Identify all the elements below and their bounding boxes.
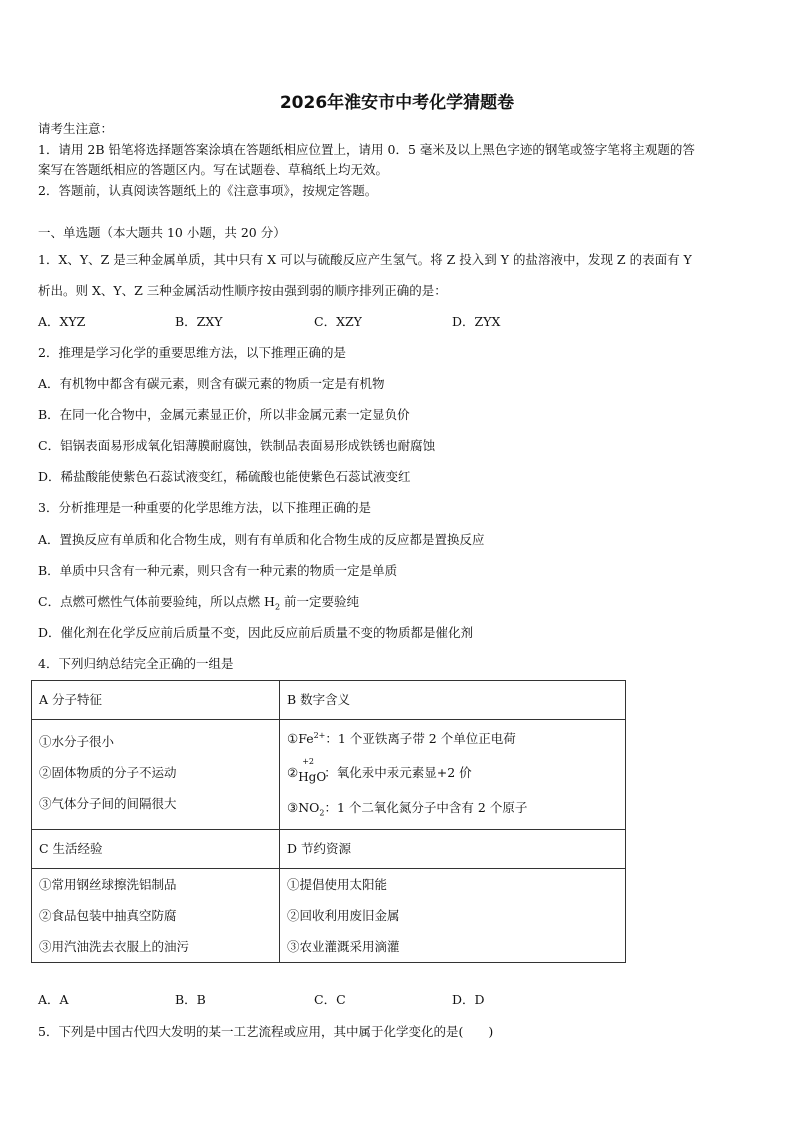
section-heading: 一、单选题（本大题共 10 小题，共 20 分） — [38, 225, 286, 240]
q4-b-item-2 — [287, 754, 625, 792]
q4-a-item-1: ①水分子很小 — [39, 734, 115, 749]
q2-option-d: D．稀盐酸能使紫色石蕊试液变红，稀硫酸也能使紫色石蕊试液变红 — [38, 469, 411, 484]
q4-b3-sub: 2 — [319, 808, 325, 818]
q3-option-a: A．置换反应有单质和化合物生成，则有有单质和化合物生成的反应都是置换反应 — [38, 532, 485, 547]
q4-option-c: C．C — [314, 992, 346, 1007]
q3-option-c-subscript: 2 — [274, 602, 281, 612]
q4-options — [38, 992, 758, 1008]
q4-a-item-3: ③气体分子间的间隔很大 — [39, 796, 177, 811]
notice-line-3: 2．答题前，认真阅读答题纸上的《注意事项》，按规定答题。 — [38, 183, 378, 198]
q1-option-b: B．ZXY — [175, 314, 223, 329]
q4-a-item-2: ②固体物质的分子不运动 — [39, 765, 177, 780]
q3-option-c — [38, 594, 359, 616]
q3-option-c-text: C．点燃可燃性气体前要验纯，所以点燃 H — [38, 594, 275, 609]
q4-b2-pre: ② — [287, 765, 299, 781]
q4-b1-sup: 2+ — [313, 731, 326, 740]
q4-b3-post: ：1 个二氧化氮分子中含有 2 个原子 — [324, 800, 528, 816]
q4-d-item-2: ②回收利用废旧金属 — [287, 907, 400, 923]
q3-option-b: B．单质中只含有一种元素，则只含有一种元素的物质一定是单质 — [38, 563, 398, 578]
q1-option-d: D．ZYX — [452, 314, 501, 329]
notice-line-1: 1．请用 2B 铅笔将选择题答案涂填在答题纸相应位置上，请用 0．5 毫米及以上黑色字迹的钢笔或签字笔将主观题的答 — [38, 142, 695, 157]
q4-b-item-1 — [287, 720, 625, 754]
q2-option-a: A．有机物中都含有碳元素，则含有碳元素的物质一定是有机物 — [38, 376, 385, 391]
q4-d-item-1: ①提倡使用太阳能 — [287, 876, 388, 892]
q4-b2-symbol: HgO — [298, 769, 327, 784]
q1-stem-line-1: 1．X、Y、Z 是三种金属单质，其中只有 X 可以与硫酸反应产生氢气。将 Z 投入到 Y 的盐溶液中，发现 Z 的表面有 Y — [38, 252, 692, 267]
q4-b2-valence: +2 — [302, 756, 315, 766]
q4-b3-pre: ③NO — [287, 800, 320, 816]
q4-option-a: A．A — [38, 992, 69, 1007]
q1-options — [38, 314, 758, 330]
q4-c-item-2: ②食品包装中抽真空防腐 — [39, 907, 177, 923]
q4-cell-b-body — [280, 720, 626, 830]
page-title: 2026年淮安市中考化学猜题卷 — [279, 93, 515, 113]
q4-stem: 4．下列归纳总结完全正确的一组是 — [38, 656, 234, 671]
q4-cell-a-head: A 分子特征 — [32, 681, 280, 720]
q3-option-d: D．催化剂在化学反应前后质量不变，因此反应前后质量不变的物质都是催化剂 — [38, 625, 474, 640]
q2-option-b: B．在同一化合物中，金属元素显正价，所以非金属元素一定显负价 — [38, 407, 410, 422]
q4-b1-post: ：1 个亚铁离子带 2 个单位正电荷 — [325, 731, 516, 747]
q4-cell-a-body — [32, 720, 280, 830]
q1-option-a: A．XYZ — [38, 314, 86, 329]
q1-stem-line-2: 析出。则 X、Y、Z 三种金属活动性顺序按由强到弱的顺序排列正确的是： — [38, 283, 447, 298]
q4-cell-c-head: C 生活经验 — [32, 829, 280, 868]
q4-b-item-3 — [287, 792, 625, 829]
notice-heading: 请考生注意： — [38, 121, 114, 136]
q4-option-d: D．D — [452, 992, 485, 1007]
q5-stem: 5．下列是中国古代四大发明的某一工艺流程或应用，其中属于化学变化的是( ) — [38, 1024, 494, 1039]
q4-b2-formula — [298, 756, 327, 784]
q4-c-item-1: ①常用钢丝球擦洗铝制品 — [39, 876, 177, 892]
q4-b2-post: ：氧化汞中汞元素显+2 价 — [324, 765, 472, 781]
q4-d-item-3: ③农业灌溉采用滴灌 — [287, 938, 400, 954]
q3-stem: 3．分析推理是一种重要的化学思维方法，以下推理正确的是 — [38, 500, 371, 515]
q4-cell-b-head: B 数字含义 — [280, 681, 626, 720]
q2-stem: 2．推理是学习化学的重要思维方法，以下推理正确的是 — [38, 345, 346, 360]
q4-c-item-3: ③用汽油洗去衣服上的油污 — [39, 938, 190, 954]
q2-option-c: C．铝锅表面易形成氧化铝薄膜耐腐蚀，铁制品表面易形成铁锈也耐腐蚀 — [38, 438, 436, 453]
q4-option-b: B．B — [175, 992, 206, 1007]
q3-option-c-tail: 前一定要验纯 — [280, 594, 360, 609]
q4-table — [31, 680, 626, 963]
q4-b1-pre: ①Fe — [287, 731, 314, 747]
notice-line-2: 案写在答题纸相应的答题区内。写在试题卷、草稿纸上均无效。 — [38, 162, 389, 177]
q4-cell-c-body — [32, 868, 280, 962]
q4-cell-d-head: D 节约资源 — [280, 829, 626, 868]
q1-option-c: C．XZY — [314, 314, 362, 329]
q4-cell-d-body — [280, 868, 626, 962]
